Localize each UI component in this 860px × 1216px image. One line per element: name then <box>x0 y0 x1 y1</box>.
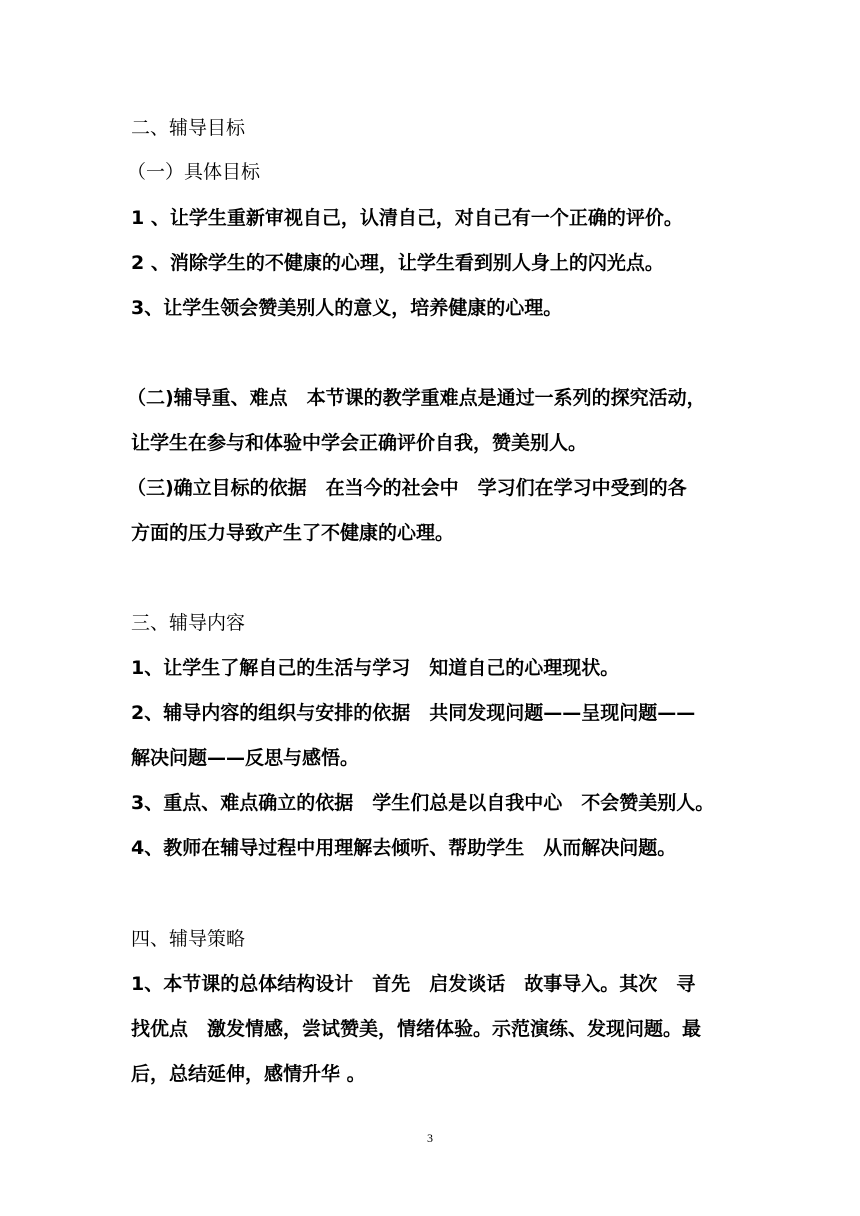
content-item-3: 3、重点、难点确立的依据 学生们总是以自我中心 不会赞美别人。 <box>131 792 715 814</box>
goal-basis-line-1: （三)确立目标的依据 在当今的社会中 学习们在学习中受到的各 <box>127 477 687 499</box>
content-item-4: 4、教师在辅导过程中用理解去倾听、帮助学生 从而解决问题。 <box>131 837 677 859</box>
section-heading-goals: 二、辅导目标 <box>131 117 246 139</box>
content-item-1: 1、让学生了解自己的生活与学习 知道自己的心理现状。 <box>131 657 620 679</box>
section-heading-content: 三、辅导内容 <box>131 612 246 634</box>
content-item-2-line-2: 解决问题——反思与感悟。 <box>131 747 360 769</box>
key-points-line-2: 让学生在参与和体验中学会正确评价自我，赞美别人。 <box>131 432 588 454</box>
goal-basis-line-2: 方面的压力导致产生了不健康的心理。 <box>131 522 455 544</box>
strategy-item-1-line-2: 找优点 激发情感，尝试赞美，情绪体验。示范演练、发现问题。最 <box>131 1018 702 1040</box>
strategy-item-1-line-1: 1、本节课的总体结构设计 首先 启发谈话 故事导入。其次 寻 <box>131 973 696 995</box>
key-points-line-1: （二)辅导重、难点 本节课的教学重难点是通过一系列的探究活动， <box>127 387 706 409</box>
goal-item-3: 3、让学生领会赞美别人的意义，培养健康的心理。 <box>131 297 563 319</box>
content-item-2-line-1: 2、辅导内容的组织与安排的依据 共同发现问题——呈现问题—— <box>131 702 696 724</box>
page-number: 3 <box>427 1131 433 1145</box>
goal-item-1: 1 、让学生重新审视自己，认清自己，对自己有一个正确的评价。 <box>131 207 683 229</box>
section-heading-strategy: 四、辅导策略 <box>131 928 246 950</box>
goal-item-2: 2 、消除学生的不健康的心理，让学生看到别人身上的闪光点。 <box>131 252 664 274</box>
subheading-specific-goals: （一）具体目标 <box>127 161 261 183</box>
strategy-item-1-line-3: 后，总结延伸，感情升华 。 <box>131 1063 366 1085</box>
